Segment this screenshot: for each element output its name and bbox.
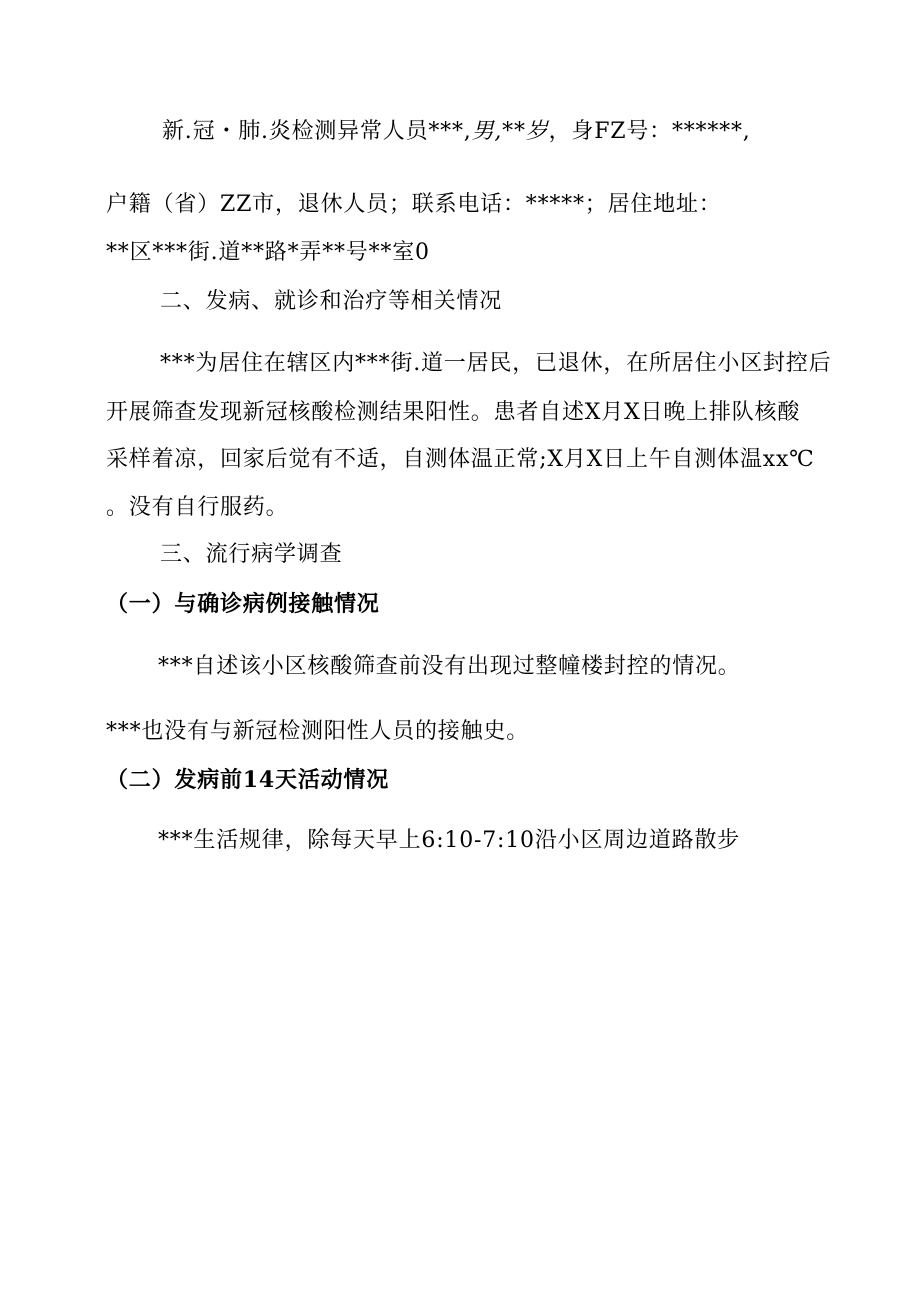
personal-info-line-1 bbox=[162, 119, 751, 145]
subsection-2-paragraph-1: ***生活规律，除每天早上6:10-7:10沿小区周边道路散步 bbox=[158, 828, 741, 853]
personal-info-id: ，身FZ号：******, bbox=[548, 119, 751, 144]
subsection-1-title: （一）与确诊病例接触情况 bbox=[106, 591, 380, 617]
section-2-title: 二、发病、就诊和治疗等相关情况 bbox=[160, 289, 503, 314]
subsection-1-paragraph-1: ***自述该小区核酸筛查前没有出现过整幢楼封控的情况。 bbox=[158, 654, 741, 679]
subsection-1-paragraph-2: ***也没有与新冠检测阳性人员的接触史。 bbox=[106, 719, 530, 744]
personal-info-line-2: 户籍（省）ZZ市，退休人员；联系电话：*****；居住地址： bbox=[106, 192, 722, 217]
personal-info-gender-age: 男,**岁 bbox=[471, 119, 549, 144]
section-3-title: 三、流行病学调查 bbox=[160, 542, 343, 567]
section-2-paragraph-line-3: 采样着凉，回家后觉有不适，自测体温正常;X月X日上午自测体温xx℃ bbox=[106, 447, 815, 472]
section-2-paragraph-line-2: 开展筛查发现新冠核酸检测结果阳性。患者自述X月X日晚上排队核酸 bbox=[106, 400, 801, 425]
personal-info-address: **区***街.道**路*弄**号**室0 bbox=[106, 240, 430, 265]
personal-info-name: 新.冠・肺.炎检测异常人员***, bbox=[162, 119, 472, 144]
subsection-2-title: （二）发病前14天活动情况 bbox=[106, 767, 390, 793]
section-2-paragraph-line-4: 。没有自行服药。 bbox=[106, 495, 289, 520]
section-2-paragraph-line-1: ***为居住在辖区内***街.道一居民，已退休，在所居住小区封控后 bbox=[160, 351, 832, 376]
